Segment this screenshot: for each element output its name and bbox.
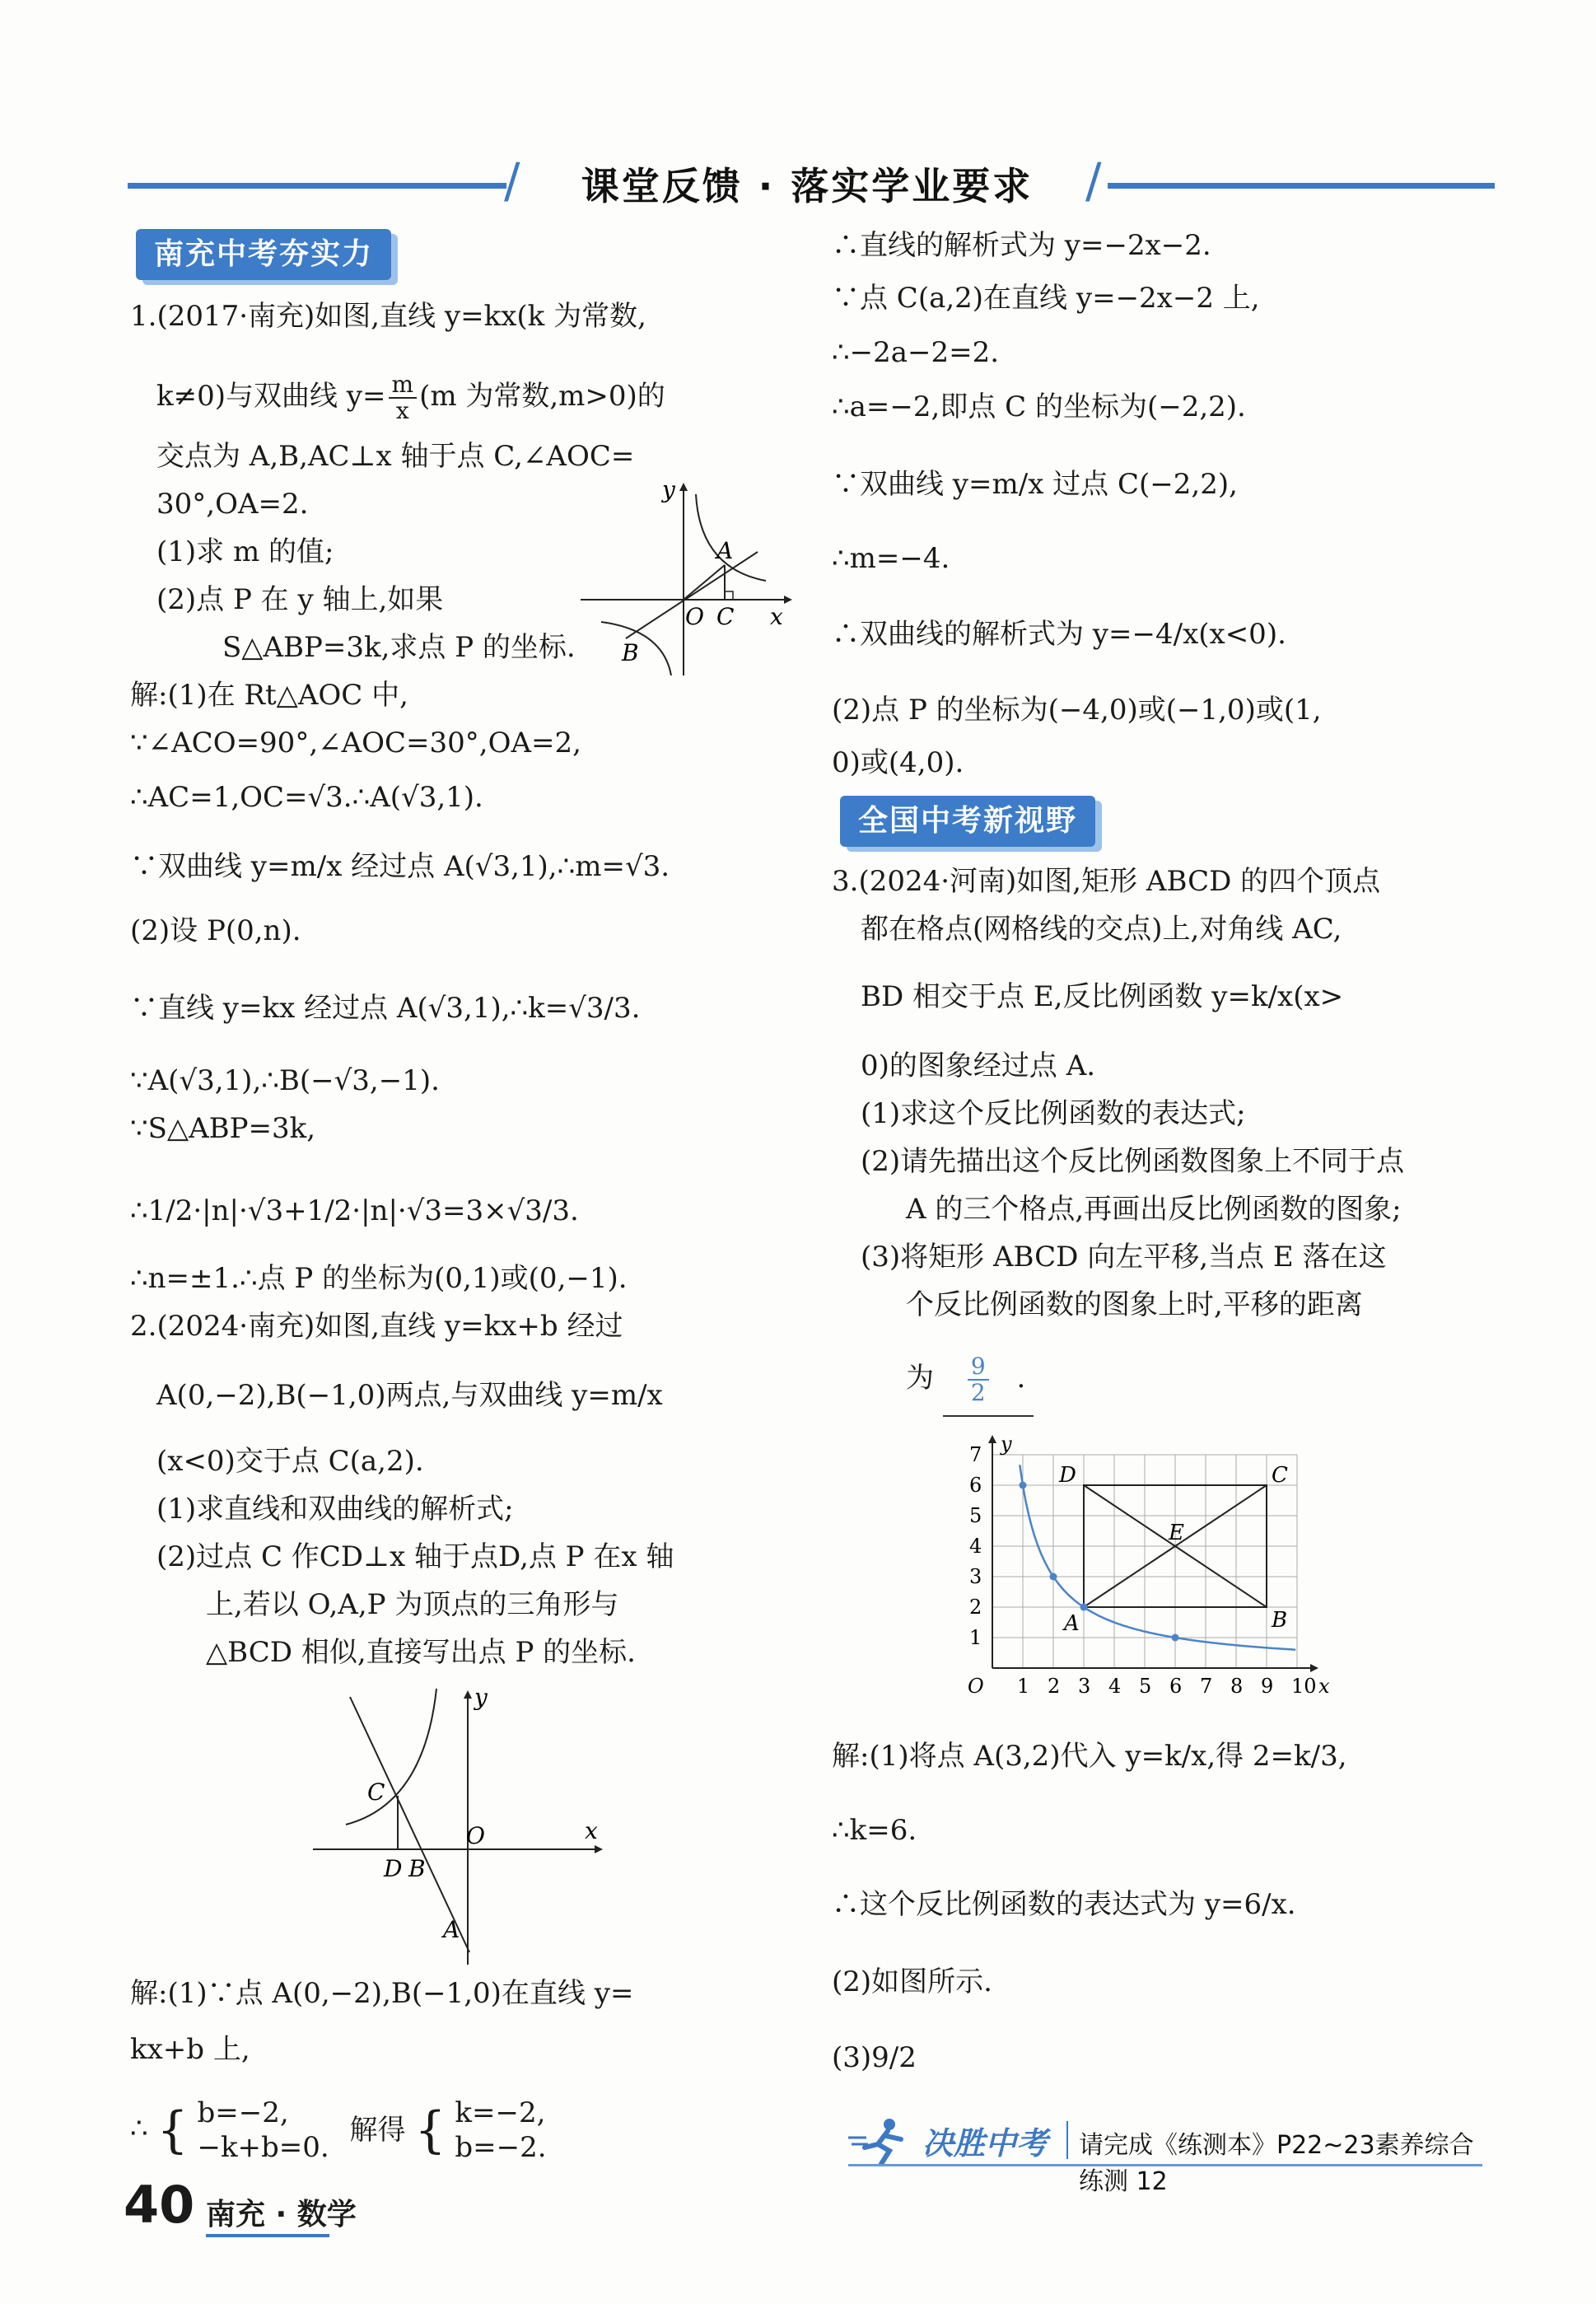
x-axis-arrow [1310,1664,1318,1672]
y-tick-label: 1 [969,1626,982,1649]
q1-line2-b: (m 为常数,m>0)的 [419,380,665,413]
point-label-A: A [1064,1611,1080,1636]
g1-label-B: B [622,639,639,666]
system1 [197,2096,329,2165]
q3-answer-den: 2 [968,1379,989,1405]
q2-cont-8: 0)或(4,0). [832,746,964,779]
origin-label: O [968,1675,984,1698]
q2-cont-5: ∴m=−4. [832,542,950,575]
q2-part2c: △BCD 相似,直接写出点 P 的坐标. [206,1636,636,1669]
g2-label-D: D [384,1855,403,1882]
g2-label-O: O [466,1822,485,1849]
q3-part2b: A 的三个格点,再画出反比例函数的图象; [906,1193,1402,1226]
q2-cont-3: ∴a=−2,即点 C 的坐标为(−2,2). [832,390,1246,423]
x-tick-label: 6 [1169,1675,1183,1698]
q2-line1: 2.(2024·南充)如图,直线 y=kx+b 经过 [130,1310,623,1343]
banner-divider [1066,2121,1068,2159]
q1-sol-4: (2)设 P(0,n). [130,914,301,947]
section-badge-national: 全国中考新视野 [840,796,1095,847]
q3-answer-fraction [968,1354,989,1405]
y-axis-label: y [1001,1432,1012,1456]
system2-eq2: b=−2. [455,2131,547,2164]
q2-part1: (1)求直线和双曲线的解析式; [156,1493,514,1526]
system2-eq1: k=−2, [455,2096,546,2129]
point-label-B: B [1272,1608,1288,1633]
q3-part2a: (2)请先描出这个反比例函数图象上不同于点 [861,1145,1405,1178]
g2-label-x: x [585,1817,598,1844]
q2-cont-4: ∵双曲线 y=m/x 过点 C(−2,2), [832,468,1238,501]
y-axis-arrow [988,1435,996,1443]
q1-sol-0: 解:(1)在 Rt△AOC 中, [130,679,408,712]
graph-q1 [576,478,799,684]
g1-label-x: x [770,603,783,630]
x-tick-label: 2 [1048,1675,1061,1698]
q3-answer-num: 9 [970,1353,986,1380]
g1-label-C: C [716,603,735,630]
q1-sol-3: ∵双曲线 y=m/x 经过点 A(√3,1),∴m=√3. [130,850,670,883]
q1-part2a: (2)点 P 在 y 轴上,如果 [156,583,444,616]
x-tick-label: 4 [1108,1675,1122,1698]
system-solve-label: 解得 [349,2114,406,2147]
q1-line2 [156,372,665,423]
q3-line3: BD 相交于点 E,反比例函数 y=k/x(x> [861,980,1344,1013]
q1-sol-7: ∵S△ABP=3k, [130,1112,316,1145]
q1-sol-8: ∴1/2·|n|·√3+1/2·|n|·√3=3×√3/3. [130,1194,579,1227]
point-label-E: E [1169,1521,1184,1545]
q1-sol-5: ∵直线 y=kx 经过点 A(√3,1),∴k=√3/3. [130,992,641,1025]
system1-eq2: −k+b=0. [197,2131,329,2164]
q3-line1: 3.(2024·河南)如图,矩形 ABCD 的四个顶点 [832,865,1381,898]
x-tick-label: 7 [1200,1675,1213,1698]
g2-label-y: y [474,1684,488,1711]
q3-sol-0: 解:(1)将点 A(3,2)代入 y=k/x,得 2=k/3, [832,1740,1347,1773]
q1-line2-a: k≠0)与双曲线 y= [156,380,386,413]
lattice-point [1020,1482,1027,1489]
q2-cont-1: ∵点 C(a,2)在直线 y=−2x−2 上, [832,282,1260,315]
header-rule-right [1108,183,1495,189]
point-label-D: D [1059,1463,1076,1488]
x-tick-label: 1 [1017,1675,1030,1698]
q2-cont-7: (2)点 P 的坐标为(−4,0)或(−1,0)或(1, [832,694,1322,727]
header-slash-right: / [1085,152,1102,208]
q3-part1: (1)求这个反比例函数的表达式; [861,1097,1246,1130]
x-tick-label: 8 [1230,1675,1244,1698]
q2-sol2: kx+b 上, [130,2033,250,2066]
q2-part2b: 上,若以 O,A,P 为顶点的三角形与 [206,1588,619,1621]
brace-left-1: { [156,2101,189,2159]
q3-sol-1: ∴k=6. [832,1814,917,1847]
q3-line4: 0)的图象经过点 A. [861,1049,1096,1082]
y-tick-label: 4 [969,1535,982,1558]
brand-logo: 决胜中考 [922,2125,1048,2161]
lattice-point [1050,1573,1057,1581]
q2-cont-0: ∴直线的解析式为 y=−2x−2. [832,229,1211,262]
page-number: 40 [124,2175,195,2235]
q2-cont-6: ∴双曲线的解析式为 y=−4/x(x<0). [832,618,1286,651]
frac-m-over-x: $\frac{m}{x}$ [389,372,418,423]
q3-sol-4: (3)9/2 [832,2041,917,2074]
x-axis-label: x [1318,1675,1330,1698]
q1-part1: (1)求 m 的值; [156,535,334,568]
q2-line3: (x<0)交于点 C(a,2). [156,1445,424,1478]
q3-sol-3: (2)如图所示. [832,1965,992,1998]
footer-underline [206,2234,329,2237]
x-tick-label: 9 [1261,1675,1274,1698]
q2-system [130,2096,547,2165]
q1-line1: 1.(2017·南充)如图,直线 y=kx(k 为常数, [130,300,646,333]
graph-q3 [955,1421,1351,1701]
point-label-C: C [1272,1463,1288,1488]
footer-subject: 南充 · 数学 [206,2198,357,2232]
runner-icon [848,2116,914,2166]
q1-sol-1: ∵∠ACO=90°,∠AOC=30°,OA=2, [130,727,581,759]
y-tick-label: 5 [969,1504,982,1527]
q3-answer-period: . [1016,1362,1026,1395]
section-badge-nanchong: 南充中考夯实力 [136,229,391,280]
q1-sol-6: ∵A(√3,1),∴B(−√3,−1). [130,1064,440,1097]
practice-note: 请完成《练测本》P22~23素养综合练测 12 [1079,2131,1474,2196]
brace-left-2: { [414,2101,446,2159]
graph-q2 [313,1680,609,1969]
q2-part2a: (2)过点 C 作CD⊥x 轴于点D,点 P 在x 轴 [156,1540,674,1573]
g1-label-y: y [662,478,675,503]
q3-part3c [906,1354,1025,1405]
q2-cont-2: ∴−2a−2=2. [832,336,1000,369]
g2-label-A: A [443,1916,460,1943]
x-tick-label: 5 [1139,1675,1152,1698]
header-rule-left [128,183,506,189]
q3-part3b: 个反比例函数的图象上时,平移的距离 [906,1288,1363,1321]
page-header-title: 课堂反馈 · 落实学业要求 [581,164,1034,208]
y-tick-label: 2 [969,1596,982,1619]
q3-answer-blank-line [943,1415,1034,1417]
y-tick-label: 7 [969,1443,982,1466]
system2 [455,2096,546,2165]
q1-line3: 交点为 A,B,AC⊥x 轴于点 C,∠AOC= [156,440,635,473]
g1-label-O: O [685,603,704,630]
x-tick-label: 3 [1078,1675,1091,1698]
header-slash-left: / [504,152,520,208]
g1-label-A: A [716,537,734,564]
lattice-point [1080,1604,1088,1611]
q3-line2: 都在格点(网格线的交点)上,对角线 AC, [861,913,1342,946]
x-tick-label: 10 [1291,1675,1317,1698]
q2-sol1: 解:(1)∵点 A(0,−2),B(−1,0)在直线 y= [130,1977,634,2010]
lattice-point [1172,1634,1179,1642]
q3-part3c-label: 为 [906,1362,934,1395]
q3-sol-2: ∴这个反比例函数的表达式为 y=6/x. [832,1888,1296,1921]
q1-line4: 30°,OA=2. [156,488,309,521]
y-tick-label: 3 [969,1565,982,1588]
q1-sol-2: ∴AC=1,OC=√3.∴A(√3,1). [130,781,483,814]
q1-sol-9: ∴n=±1.∴点 P 的坐标为(0,1)或(0,−1). [130,1262,628,1295]
therefore-symbol: ∴ [130,2112,148,2145]
banner-underline [848,2164,1482,2166]
q1-part2b: S△ABP=3k,求点 P 的坐标. [222,631,576,664]
practice-banner [832,2113,1482,2196]
g2-label-B: B [408,1855,426,1882]
q3-part3a: (3)将矩形 ABCD 向左平移,当点 E 落在这 [861,1241,1387,1274]
system1-eq1: b=−2, [197,2096,289,2129]
g2-label-C: C [367,1778,385,1806]
y-tick-label: 6 [969,1474,982,1497]
q2-line2: A(0,−2),B(−1,0)两点,与双曲线 y=m/x [156,1379,663,1412]
